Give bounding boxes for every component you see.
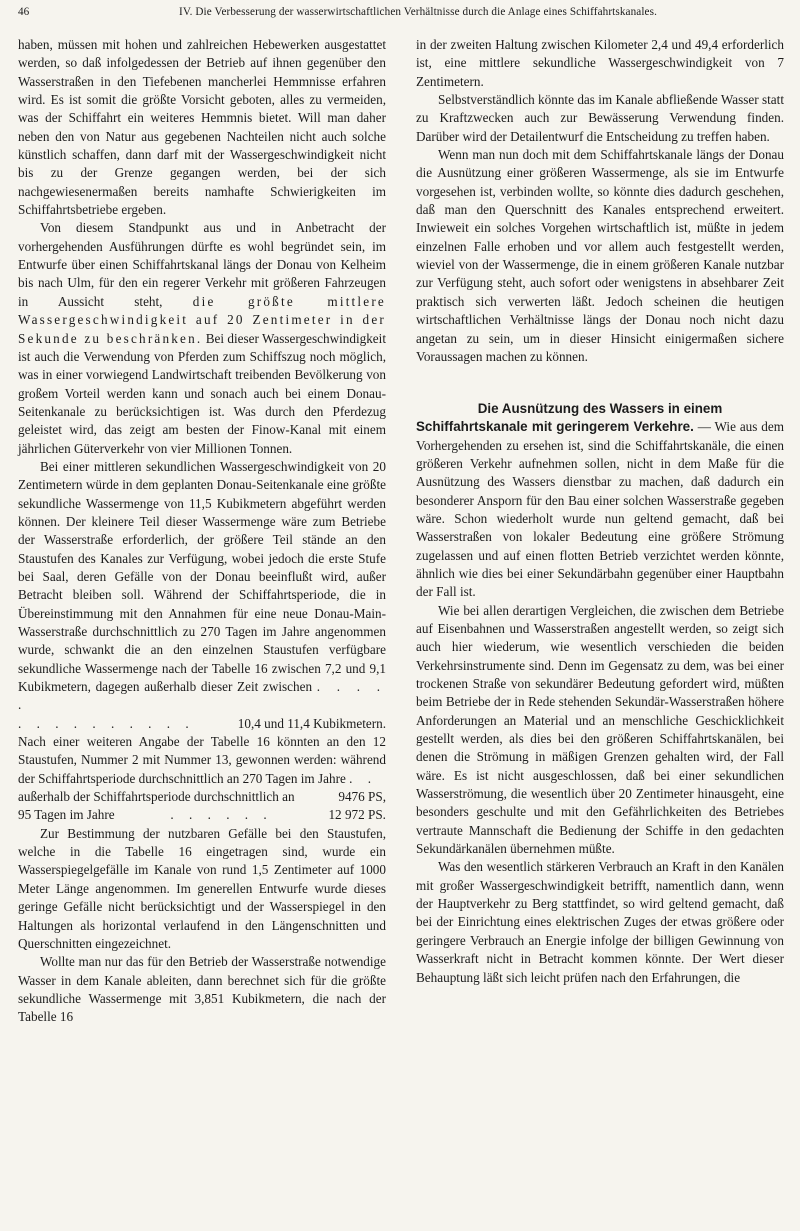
paragraph: außerhalb der Schiffahrtsperiode durchschnittlich an bbox=[18, 789, 295, 805]
paragraph bbox=[18, 219, 386, 457]
text-run: Bei dieser Wassergeschwindigkeit ist auch die Verwendung von Pferden zum Schiffszug noch möglich, was in einer vorwiegend Landwirtschaft treibenden Bevölkerung von großem Vorteil werden kann und sonach auch bei einem Donau-Seitenkanale zu berücksichtigen ist. Was durch den Pferdezug geleistet wird, das zeigt am besten der Finow-Kanal mit einem jährlichen Güterverkehr von vier Millionen Tonnen. bbox=[18, 330, 386, 456]
running-header bbox=[18, 6, 784, 36]
leader-dots: . . . . . . bbox=[170, 807, 273, 823]
paragraph: Zur Bestimmung der nutzbaren Gefälle bei den Staustufen, welche in die Tabelle 16 eingetragen sind, wurde ein Wasserspiegelgefälle im Kanale von rund 1,5 Zentimeter auf 1000 Meter Länge angenommen. Im generellen Entwurfe wurde dieses geringe Gefälle nicht berücksichtigt und der Wasserspiegel in den Haltungen als horizontal verlaufend in den Längenschnitten und Querschnitten eingezeichnet. bbox=[18, 825, 386, 951]
value-text: 9476 PS, bbox=[338, 789, 386, 805]
text-run: Von diesem Standpunkt aus und in Anbetracht der vorhergehenden Ausführungen dürfte es wohl begründet sein, im Entwurfe über einen Schiffahrtskanal längs der Donau von Kelheim bis nach Ulm, für den ein regerer Verkehr mit größeren Fahrzeugen in Aussicht steht, bbox=[18, 220, 386, 309]
leader-dots: . . . . . . . . . . bbox=[18, 715, 195, 731]
left-column bbox=[18, 36, 386, 1027]
paragraph bbox=[18, 458, 386, 715]
figure-line bbox=[18, 806, 386, 824]
paragraph: Wie bei allen derartigen Vergleichen, die zwischen dem Betriebe auf Eisenbahnen und Wasserstraßen angestellt werden, so zeigt sich auch hier wiederum, wie wesentlich verschieden die beiden Verkehrsinstrumente sind. Denn im Gegensatz zu dem, was bei einer trockenen Straße von sekundärer Bedeutung gefordert wird, müßten beim Betriebe der in Rede stehenden Sekundär-Wasserstraßen höhere Anforderungen an Material und an menschliche Geschicklichkeit gestellt werden, als dies bei den größeren Schiffahrtskanälen, bei denen die Strömung in mäßigen Grenzen gehalten wird, der Fall wäre. Es ist nicht ausgeschlossen, daß bei einer sekundlichen Wasserströmung, die wesentlich über 20 Zentimeter hinausgeht, eine besonders geschulte und mit den Gefährlichkeiten des Betriebes vertraute Mannschaft die Bedienung der Schiffe in den gedachten Sekundärkanälen übernehmen müßte. bbox=[416, 602, 784, 857]
paragraph: Was den wesentlich stärkeren Verbrauch an Kraft in den Kanälen mit großer Wassergeschwindigkeit betrifft, namentlich dann, wenn der Hauptverkehr zu Berg stattfindet, so wird geltend gemacht, daß bei der Einrichtung eines elektrischen Zuges der etwas größere oder geringere Verbrauch an Energie infolge der billigen Gewinnung von Wasserkraft nicht in Betracht kommen könnte. Der Wert dieser Behauptung läßt sich leicht prüfen nach den Erfahrungen, die bbox=[416, 859, 784, 985]
leader-dots: . . bbox=[349, 770, 377, 786]
paragraph: Selbstverständlich könnte das im Kanale abfließende Wasser statt zu Kraftzwecken auch zur Bewässerung Verwendung finden. Darüber wird der Detailentwurf die Entscheidung zu treffen haben. bbox=[416, 92, 784, 144]
paragraph: in der zweiten Haltung zwischen Kilometer 2,4 und 49,4 erforderlich ist, eine mittlere sekundliche Wassergeschwindigkeit von 7 Zentimetern. bbox=[416, 37, 784, 89]
running-title: IV. Die Verbesserung der wasserwirtschaftlichen Verhältnisse durch die Anlage eines Schiffahrtskanales. bbox=[179, 6, 657, 18]
two-column-body bbox=[18, 36, 784, 1027]
right-column bbox=[416, 36, 784, 1027]
text-run: Bei einer mittleren sekundlichen Wassergeschwindigkeit von 20 Zentimetern würde in dem geplanten Donau-Seitenkanale eine größte sekundliche Wassermenge von 11,5 Kubikmetern abgeführt werden können. Der kleinere Teil dieser Wassermenge wäre zum Betriebe der Wasserstraße erforderlich, der größere Teil stände an den Staustufen des Kanales zur Verfügung, wobei jedoch die erste Stufe bei Saal, deren Gefälle von der Donau beeinflußt wird, außer Betracht bleiben soll. Während der Schiffahrtsperiode, die in Übereinstimmung mit den Annahmen für eine neue Donau-Main-Wasserstraße durchschnittlich zu 270 Tagen im Jahre angenommen wurde, schwankt die an den einzelnen Staustufen verfügbare sekundliche Wassermenge nach der Tabelle 16 zwischen 7,2 und 9,1 Kubikmetern, dagegen außerhalb dieser Zeit zwischen bbox=[18, 458, 386, 695]
section-heading-continued: Schiffahrtskanale mit geringerem Verkehre. bbox=[416, 419, 694, 435]
paragraph: haben, müssen mit hohen und zahlreichen Hebewerken ausgestattet werden, so daß infolgedessen der Betrieb auf ihnen gegenüber den Wasserstraßen in den Tiefebenen mancherlei Hemmnisse erfahren wird. Es ist somit die größte Vorsicht geboten, alles zu vermeiden, was der Schiffahrt ein weiteres Hemmnis bietet. Will man daher neben den von Natur aus gegebenen Nachteilen nicht auch solche künstlich schaffen, dann darf mit der Wassergeschwindigkeit nicht bis zu der Grenze gegangen werden, bei der sich nachgewiesenermaßen bereits namhafte Schwierigkeiten im Schiffahrtsbetriebe ergeben. bbox=[18, 37, 386, 218]
text-run: 10,4 und 11,4 Kubikmetern. bbox=[237, 715, 386, 731]
value-text: 12 972 PS. bbox=[328, 807, 386, 823]
leader-dots: . . . . . bbox=[18, 679, 387, 713]
paragraph: Wollte man nur das für den Betrieb der Wasserstraße notwendige Wasser in dem Kanale ableiten, dann berechnet sich für die größte sekundliche Wassermenge mit 3,851 Kubikmetern, die nach der Tabelle 16 bbox=[18, 954, 386, 1025]
text-run: Wie aus dem Vorhergehenden zu ersehen ist, sind die Schiffahrtskanäle, die einen größeren Verkehr aufnehmen sollen, nicht in dem Maße für die Ausnützung des Wassers dienstbar zu machen, daß dadurch ein besonderer Ansporn für den Bau einer solchen Wasserstraße gegeben wäre. Schon wiederholt wurde nun geltend gemacht, daß bei Wasserstraßen von lokaler Bedeutung eine größere Strömung zugelassen und auf einen flotten Betrieb verzichtet werden könnte, ähnlich wie dies bei einer Sekundärbahn gegenüber einer Hauptbahn der Fall ist. bbox=[416, 419, 784, 600]
paragraph: Wenn man nun doch mit dem Schiffahrtskanale längs der Donau die Ausnützung einer größeren Wassermenge, als sie im Entwurfe vorgesehen ist, verbinden wollte, so könnte dies dadurch geschehen, daß man den Querschnitt des Kanales entsprechend erweitert. Inwieweit ein solches Vorgehen wirtschaftlich ist, müßte in jedem einzelnen Falle erhoben und vor allem auch festgestellt werden, wieviel von der Wassermenge, die in einem größeren Kanale nutzbar zur Verfügung steht, auch sofort oder wenigstens in absehbarer Zeit praktisch sich verwerten läßt. Jedoch scheinen die heutigen wirtschaftlichen Verhältnisse längs der Donau noch nicht dazu angetan zu sein, um in dieser Hinsicht einigermaßen sichere Voraussagen machen zu können. bbox=[416, 147, 784, 364]
text-run: Nach einer weiteren Angabe der Tabelle 16 könnten an den 12 Staustufen, Nummer 2 mit Nummer 13, gewonnen werden: während der Schiffahrtsperiode durchschnittlich an 270 Tagen im Jahre bbox=[18, 734, 386, 786]
text-run: — bbox=[693, 419, 715, 435]
figure-line bbox=[18, 715, 386, 733]
emphasized-text: die größte mittlere Wassergeschwindigkeit auf 20 Zentimeter in der Sekunde zu beschränken. bbox=[18, 293, 386, 346]
page-number: 46 bbox=[18, 6, 30, 18]
text-run: 95 Tagen im Jahre bbox=[18, 807, 115, 823]
paragraph bbox=[416, 418, 784, 601]
section-heading: Die Ausnützung des Wassers in einem bbox=[477, 401, 723, 417]
